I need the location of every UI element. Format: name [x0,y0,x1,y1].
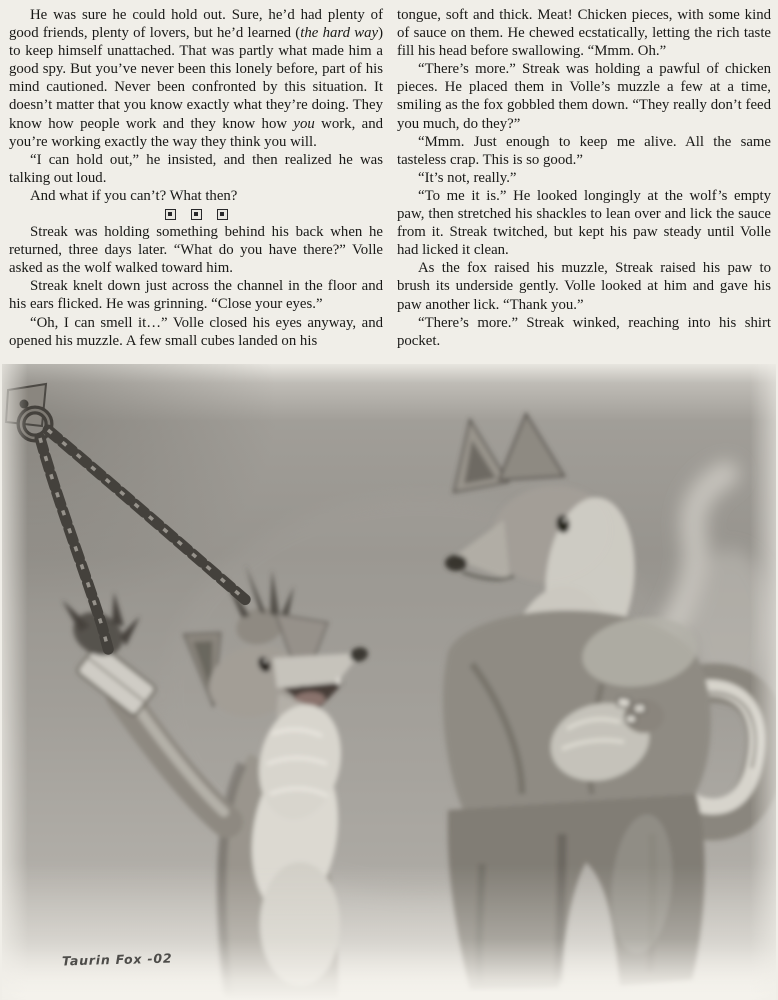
paragraph: “To me it is.” He looked longingly at the wolf’s empty paw, then stretched his shackles to lean over and lick the sauce from it. Streak twitched, but kept his paw steady until Volle had licked it clean. [397,187,771,259]
section-break-ornament [9,205,383,223]
text-column-left [9,6,383,350]
paragraph: As the fox raised his muzzle, Streak raised his paw to brush its underside gently. Volle looked at him and gave his paw another lick. “Thank you.” [397,260,771,313]
square-ornament-icon [191,209,202,220]
paragraph: “I can hold out,” he insisted, and then realized he was talking out loud. [9,151,383,186]
paragraph: “There’s more.” Streak was holding a pawful of chicken pieces. He placed them in Volle’s muzzle a few at a time, smiling as the fox gobbled them down. “They really don’t feed you much, do they?” [397,61,771,132]
paragraph: And what if you can’t? What then? [30,187,238,204]
paragraph: He was sure he could hold out. Sure, he’d had plenty of good friends, plenty of lovers, but he’d learned (the hard way) to keep himself unattached. That was partly what made him a good spy. But you’ve never been this lonely before, part of his mind cautioned. Never been confronted by this situation. It doesn’t matter that you know exactly what they’re doing. They know how people work and they know how you work, and you’re working exactly the way they think you will. [9,7,384,150]
text-column-right [397,6,771,350]
artist-signature: Taurin Fox -02 [61,950,173,969]
square-ornament-icon [217,209,228,220]
paragraph: Streak was holding something behind his back when he returned, three days later. “What do you have there?” Volle asked as the wolf walked toward him. [9,224,383,277]
paragraph: “Mmm. Just enough to keep me alive. All the same tasteless crap. This is so good.” [397,133,771,168]
paragraph: tongue, soft and thick. Meat! Chicken pieces, with some kind of sauce on them. He chewed ecstatically, letting the rich taste fill his head before swallowing. “Mmm. Oh.” [397,7,771,60]
paragraph: Streak knelt down just across the channel in the floor and his ears flicked. He was grinning. “Close your eyes.” [9,278,383,313]
paragraph: “It’s not, really.” [418,169,517,186]
body-text [9,6,771,350]
illustration-drawing [2,364,776,1000]
paragraph: “Oh, I can smell it…” Volle closed his eyes anyway, and opened his muzzle. A few small cubes landed on his [9,314,383,349]
paragraph: “There’s more.” Streak winked, reaching into his shirt pocket. [397,314,771,349]
illustration [2,364,776,1000]
square-ornament-icon [165,209,176,220]
